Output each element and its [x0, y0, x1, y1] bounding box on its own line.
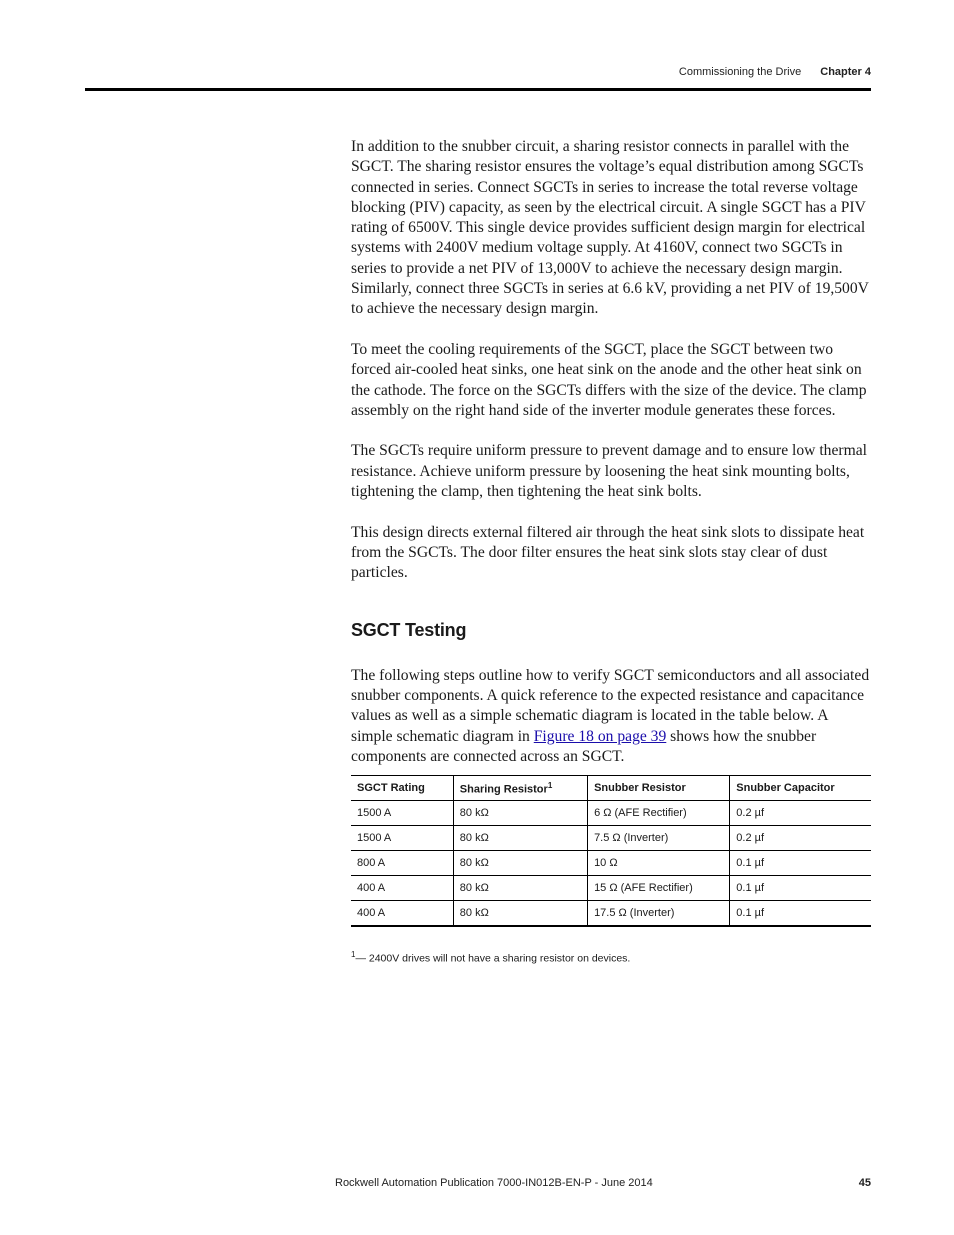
table-cell: 0.2 µf [730, 826, 871, 851]
footnote-text: — 2400V drives will not have a sharing resistor on devices. [355, 952, 631, 965]
table-row [351, 901, 871, 927]
table-cell: 80 kΩ [453, 826, 587, 851]
col-sgct-rating: SGCT Rating [351, 776, 453, 801]
paragraph-cooling: To meet the cooling requirements of the SGCT, place the SGCT between two forced air-cooled heat sinks, one heat sink on the anode and the other heat sink on the cathode. The force on the SGCTs differs with the size of the device. The clamp assembly on the right hand side of the inverter module generates these forces. [351, 340, 867, 419]
table-row [351, 851, 871, 876]
table-cell: 15 Ω (AFE Rectifier) [588, 876, 730, 901]
table-cell: 400 A [351, 876, 453, 901]
paragraph-airflow: This design directs external filtered air through the heat sink slots to dissipate heat from the SGCTs. The door filter ensures the heat sink slots stay clear of dust particles. [351, 523, 865, 582]
table-cell: 7.5 Ω (Inverter) [588, 826, 730, 851]
header-rule [85, 88, 871, 91]
publication-info: Rockwell Automation Publication 7000-IN012B-EN-P - June 2014 [335, 1177, 653, 1189]
table-header-row [351, 776, 871, 801]
table-cell: 80 kΩ [453, 876, 587, 901]
testing-text-after: shows how the snubber components are connected across an SGCT. [351, 727, 817, 766]
table-cell: 0.2 µf [730, 801, 871, 826]
col-sharing-resistor-label: Sharing Resistor [459, 783, 548, 796]
table-cell: 1500 A [351, 826, 453, 851]
table-row [351, 876, 871, 901]
testing-text-before: The following steps outline how to verify SGCT semiconductors and all associated snubber components. A quick reference to the expected resistance and capacitance values as well as a simple schematic diagram is located in the table below. A simple schematic diagram in [351, 666, 870, 745]
table-cell: 400 A [351, 901, 453, 927]
running-header [85, 66, 871, 78]
footnote-mark: 1 [351, 950, 356, 960]
table-cell: 10 Ω [588, 851, 730, 876]
paragraph-pressure: The SGCTs require uniform pressure to prevent damage and to ensure low thermal resistance. Achieve uniform pressure by loosening the heat sink mounting bolts, tightening the clamp, then tightening the heat sink bolts. [351, 442, 867, 501]
col-sharing-resistor [453, 776, 587, 801]
table-cell: 6 Ω (AFE Rectifier) [588, 801, 730, 826]
table-cell: 0.1 µf [730, 901, 871, 927]
sgct-values-table [351, 775, 871, 927]
table-cell: 800 A [351, 851, 453, 876]
header-chapter: Chapter 4 [820, 66, 871, 78]
table-row [351, 826, 871, 851]
figure-link[interactable]: Figure 18 on page 39 [533, 727, 667, 745]
footnote-ref: 1 [547, 781, 553, 791]
table-footnote [351, 945, 871, 969]
col-snubber-resistor: Snubber Resistor [588, 776, 730, 801]
col-snubber-capacitor: Snubber Capacitor [730, 776, 871, 801]
paragraph-testing [351, 666, 871, 767]
table-cell: 17.5 Ω (Inverter) [588, 901, 730, 927]
table-cell: 80 kΩ [453, 901, 587, 927]
main-content [351, 137, 871, 969]
section-title: SGCT Testing [351, 619, 467, 640]
header-section: Commissioning the Drive [678, 66, 802, 78]
page-number: 45 [858, 1177, 871, 1189]
table-cell: 1500 A [351, 801, 453, 826]
table-cell: 0.1 µf [730, 851, 871, 876]
table-cell: 80 kΩ [453, 851, 587, 876]
paragraph-sharing-resistor: In addition to the snubber circuit, a sharing resistor connects in parallel with the SGCT. The sharing resistor ensures the voltage’s equal distribution among SGCTs connected in series. Connect SGCTs in series to increase the total reverse voltage blocking (PIV) capacity, as seen by the electrical circuit. A single SGCT has a PIV rating of 6500V. This single device provides sufficient design margin for electrical systems with 2400V medium voltage supply. At 4160V, connect two SGCTs in series to provide a net PIV of 13,000V to achieve the necessary design margin. Similarly, connect three SGCTs in series at 6.6 kV, providing a net PIV of 19,500V to achieve the necessary design margin. [351, 138, 869, 318]
table-row [351, 801, 871, 826]
table-cell: 80 kΩ [453, 801, 587, 826]
table-cell: 0.1 µf [730, 876, 871, 901]
